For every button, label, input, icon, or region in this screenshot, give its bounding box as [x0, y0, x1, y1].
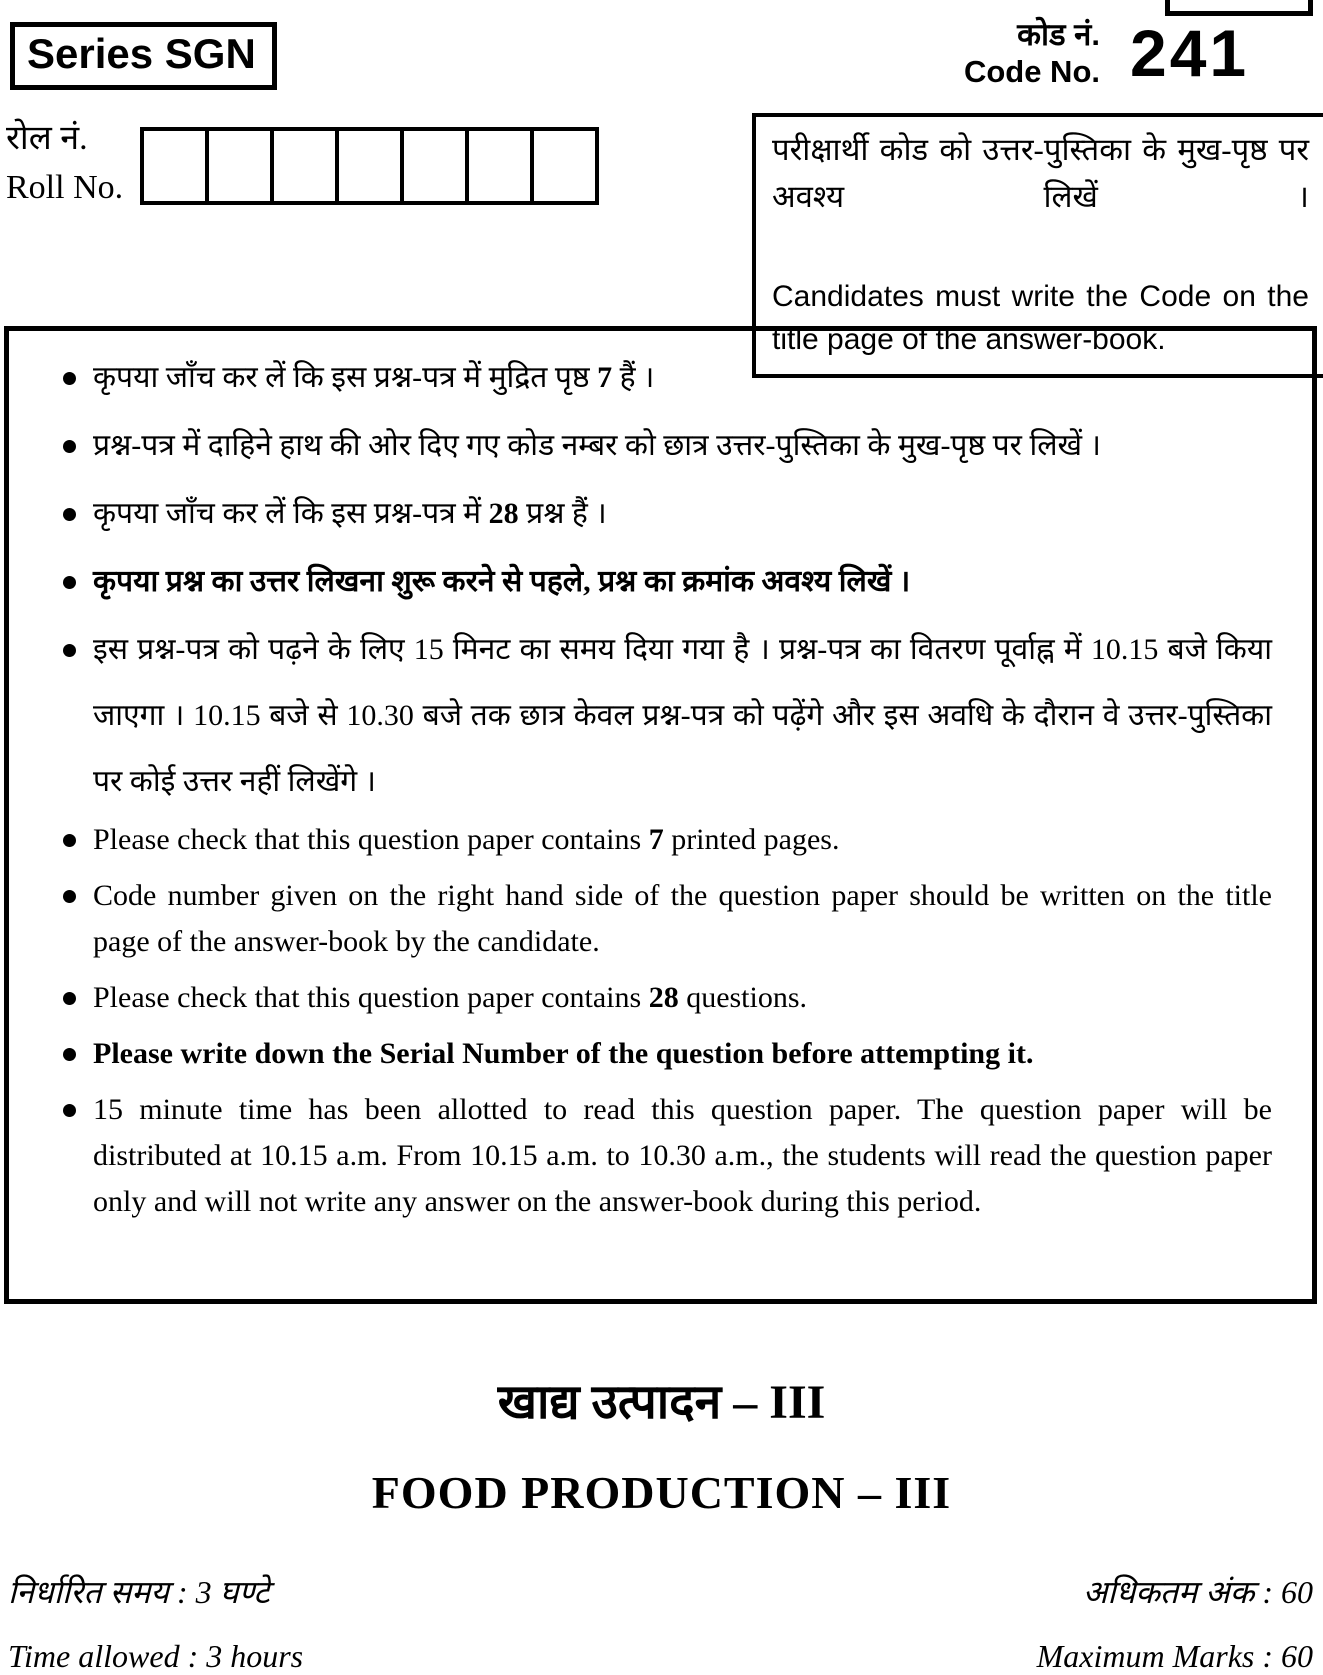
instruction-text: 7 — [648, 823, 664, 856]
instruction-text: 7 — [597, 361, 613, 394]
roll-label-english: Roll No. — [6, 169, 124, 207]
roll-digit-box — [140, 127, 209, 205]
roll-digit-box — [205, 127, 274, 205]
bullet-icon — [63, 644, 76, 657]
roll-digit-box — [335, 127, 404, 205]
roll-number-boxes — [140, 127, 599, 205]
instruction-list — [39, 345, 1272, 1225]
bullet-icon — [63, 1104, 76, 1117]
general-instructions-box — [4, 326, 1317, 1304]
series-label: Series SGN — [27, 30, 256, 77]
instruction-text: हैं । — [612, 361, 655, 394]
instruction-text: कृपया जाँच कर लें कि इस प्रश्न-पत्र में मुद्रित पृष्ठ — [93, 361, 598, 394]
roll-digit-box — [465, 127, 534, 205]
bullet-icon — [63, 992, 76, 1005]
bullet-icon — [63, 508, 76, 521]
roll-digit-box — [400, 127, 469, 205]
notice-text-english: Candidates must write the Code on the title page of the answer-book. — [772, 279, 1309, 356]
instruction-text: प्रश्न-पत्र में दाहिने हाथ की ओर दिए गए कोड नम्बर को छात्र उत्तर-पुस्तिका के मुख-पृष्ठ पर लिखें । — [93, 429, 1101, 462]
time-allowed-hindi: निर्धारित समय : 3 घण्टे — [8, 1574, 270, 1610]
instruction-item — [39, 975, 1272, 1021]
instruction-item — [39, 413, 1272, 479]
bullet-icon — [63, 440, 76, 453]
roll-number-label — [6, 114, 123, 213]
bullet-icon — [63, 890, 76, 903]
top-corner-box — [1165, 0, 1313, 16]
instruction-item — [39, 1087, 1272, 1225]
code-number-labels — [840, 16, 1100, 90]
instruction-text: Please check that this question paper contains — [93, 823, 649, 856]
instruction-item — [39, 873, 1272, 965]
bullet-icon — [63, 1048, 76, 1061]
bullet-icon — [63, 372, 76, 385]
instruction-text: इस प्रश्न-पत्र को पढ़ने के लिए 15 मिनट का समय दिया गया है । प्रश्न-पत्र का वितरण पूर्वाह्न में 10.15 बजे किया जाएगा । 10.15 बजे से 10.30 बजे तक छात्र केवल प्रश्न-पत्र को पढ़ेंगे और इस अवधि के दौरान वे उत्तर-पुस्तिका पर कोई उत्तर नहीं लिखेंगे । — [93, 633, 1272, 798]
instruction-text: कृपया प्रश्न का उत्तर लिखना शुरू करने से पहले, प्रश्न का क्रमांक अवश्य लिखें । — [93, 565, 911, 598]
instruction-item — [39, 481, 1272, 547]
bullet-icon — [63, 576, 76, 589]
instruction-item — [39, 345, 1272, 411]
roll-label-hindi: रोल नं. — [6, 120, 88, 157]
notice-text-hindi: परीक्षार्थी कोड को उत्तर-पुस्तिका के मुख-पृष्ठ पर अवश्य लिखें । — [772, 132, 1309, 214]
instruction-text: 15 minute time has been allotted to read this question paper. The question paper will be distributed at 10.15 a.m. From 10.15 a.m. to 10.30 a.m., the students will read the question paper only and will not write any answer on the answer-book during this period. — [93, 1093, 1272, 1218]
instruction-text: questions. — [678, 981, 808, 1014]
bullet-icon — [63, 834, 76, 847]
paper-title-hindi: खाद्य उत्पादन – III — [497, 1376, 826, 1429]
series-badge — [10, 22, 277, 90]
instruction-text: Code number given on the right hand side of the question paper should be written on the title page of the answer-book by the candidate. — [93, 879, 1272, 958]
instruction-item — [39, 617, 1272, 815]
instruction-text: Please check that this question paper contains — [93, 981, 649, 1014]
paper-title-english: FOOD PRODUCTION – III — [371, 1467, 952, 1518]
instruction-item — [39, 1031, 1272, 1077]
instruction-text: 28 — [488, 497, 519, 530]
time-allowed-english: Time allowed : 3 hours — [8, 1638, 304, 1674]
maximum-marks-hindi: अधिकतम अंक : 60 — [1082, 1574, 1313, 1610]
code-label-english: Code No. — [963, 54, 1100, 90]
code-number-value: 241 — [1130, 16, 1250, 90]
instruction-item — [39, 549, 1272, 615]
maximum-marks-english: Maximum Marks : 60 — [1036, 1638, 1313, 1674]
instruction-item — [39, 817, 1272, 863]
instruction-text: कृपया जाँच कर लें कि इस प्रश्न-पत्र में — [93, 497, 489, 530]
roll-digit-box — [270, 127, 339, 205]
roll-digit-box — [530, 127, 599, 205]
instruction-text: Please write down the Serial Number of the question before attempting it. — [93, 1037, 1034, 1070]
code-label-hindi: कोड नं. — [1017, 17, 1100, 52]
instruction-text: प्रश्न हैं । — [518, 497, 607, 530]
instruction-text: printed pages. — [663, 823, 840, 856]
instruction-text: 28 — [648, 981, 679, 1014]
